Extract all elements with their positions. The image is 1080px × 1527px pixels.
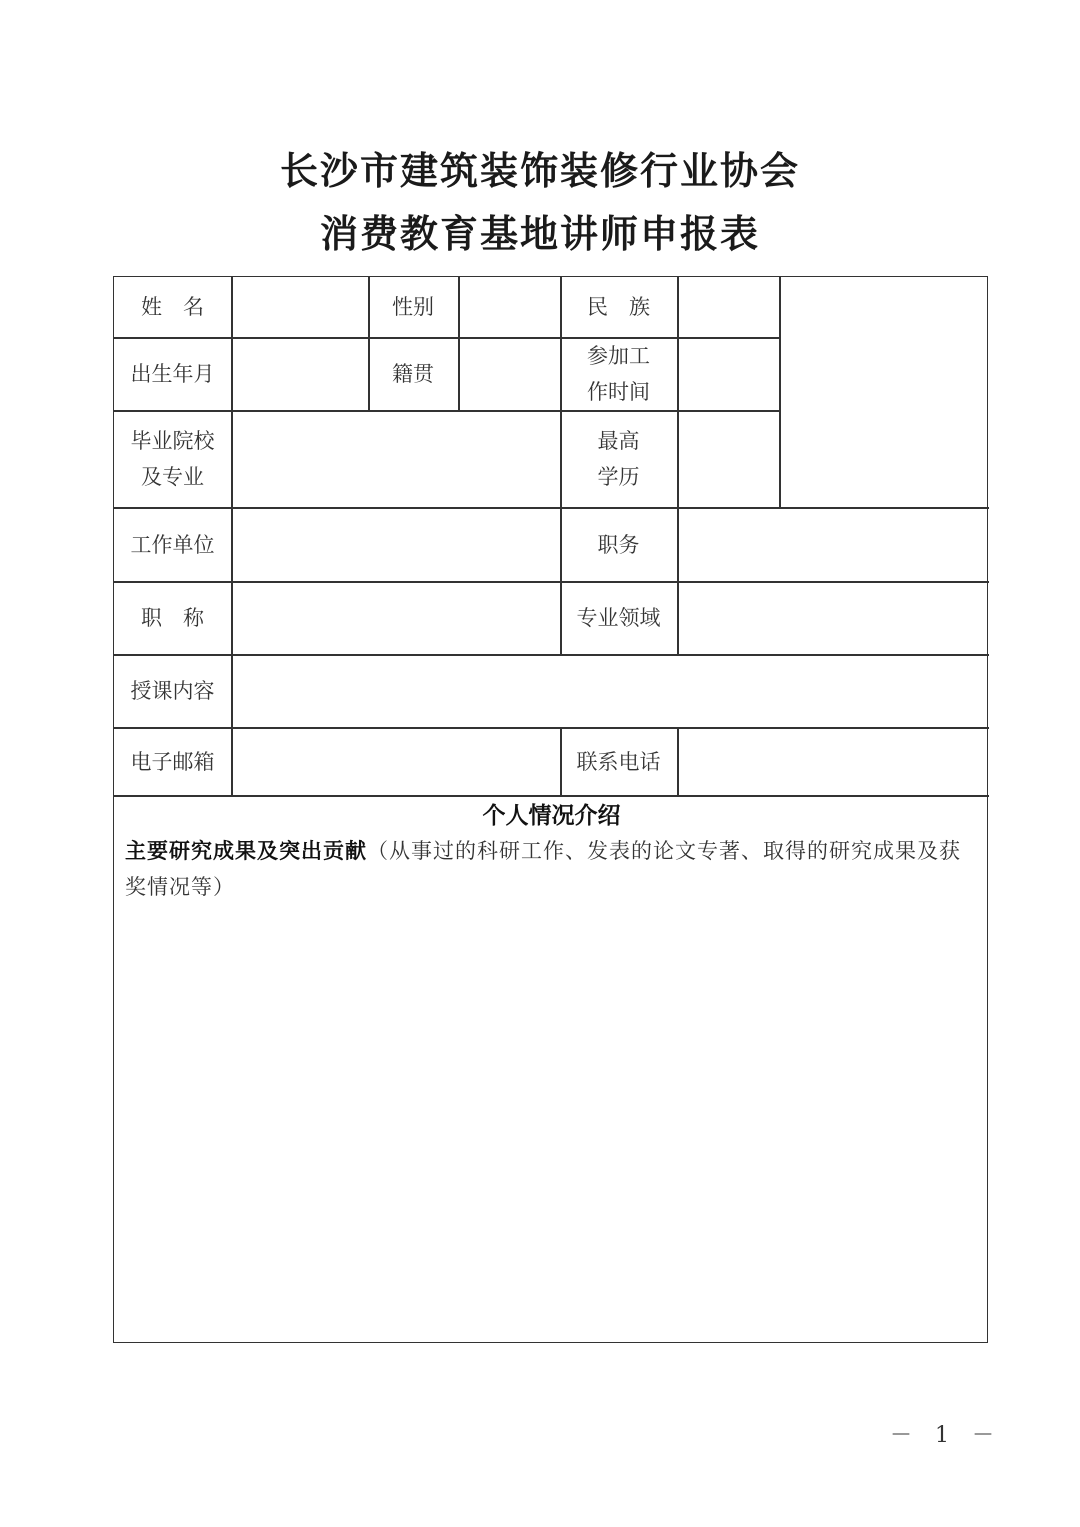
input-course-content[interactable]	[232, 655, 987, 727]
input-birth-date[interactable]	[232, 338, 368, 410]
application-form-table	[113, 276, 988, 1343]
label-name: 姓 名	[141, 295, 204, 319]
label-employer: 工作单位	[130, 532, 215, 557]
label-work-start-time: 参加工 作时间	[587, 344, 650, 404]
intro-note: （从事过的科研工作、发表的论文专著、取得的研究成果及获奖情况等）	[125, 839, 961, 899]
label-position: 职务	[597, 532, 640, 557]
document-title-line1: 长沙市建筑装饰装修行业协会	[279, 148, 800, 193]
document-title-line2: 消费教育基地讲师申报表	[319, 211, 760, 256]
intro-instructions	[125, 833, 980, 905]
input-highest-education[interactable]	[678, 411, 779, 507]
label-professional-title: 职 称	[141, 606, 204, 630]
input-native-place[interactable]	[459, 338, 560, 410]
input-name[interactable]	[232, 277, 368, 337]
label-specialty: 专业领域	[576, 606, 661, 630]
input-employer[interactable]	[232, 508, 560, 581]
input-email[interactable]	[232, 728, 560, 795]
label-school-major: 毕业院校 及专业	[130, 429, 215, 489]
label-gender: 性别	[392, 295, 434, 319]
label-native-place: 籍贯	[392, 362, 434, 386]
input-phone[interactable]	[678, 728, 987, 795]
input-school-major[interactable]	[232, 411, 560, 507]
input-specialty[interactable]	[678, 582, 987, 654]
label-course-content: 授课内容	[130, 679, 215, 703]
input-ethnicity[interactable]	[678, 277, 779, 337]
input-position[interactable]	[678, 508, 987, 581]
label-phone: 联系电话	[576, 749, 661, 774]
input-professional-title[interactable]	[232, 582, 560, 654]
label-email: 电子邮箱	[130, 749, 215, 774]
label-ethnicity: 民 族	[587, 295, 650, 319]
input-work-start-time[interactable]	[678, 338, 779, 410]
photo-area[interactable]	[780, 277, 987, 507]
label-highest-education: 最高 学历	[597, 429, 640, 489]
intro-heading: 个人情况介绍	[482, 802, 621, 829]
page-number: － 1 －	[890, 1423, 1002, 1448]
intro-input-area[interactable]	[114, 917, 987, 1337]
label-birth-date: 出生年月	[130, 362, 215, 386]
input-gender[interactable]	[459, 277, 560, 337]
intro-bold-label: 主要研究成果及突出贡献	[125, 838, 367, 863]
